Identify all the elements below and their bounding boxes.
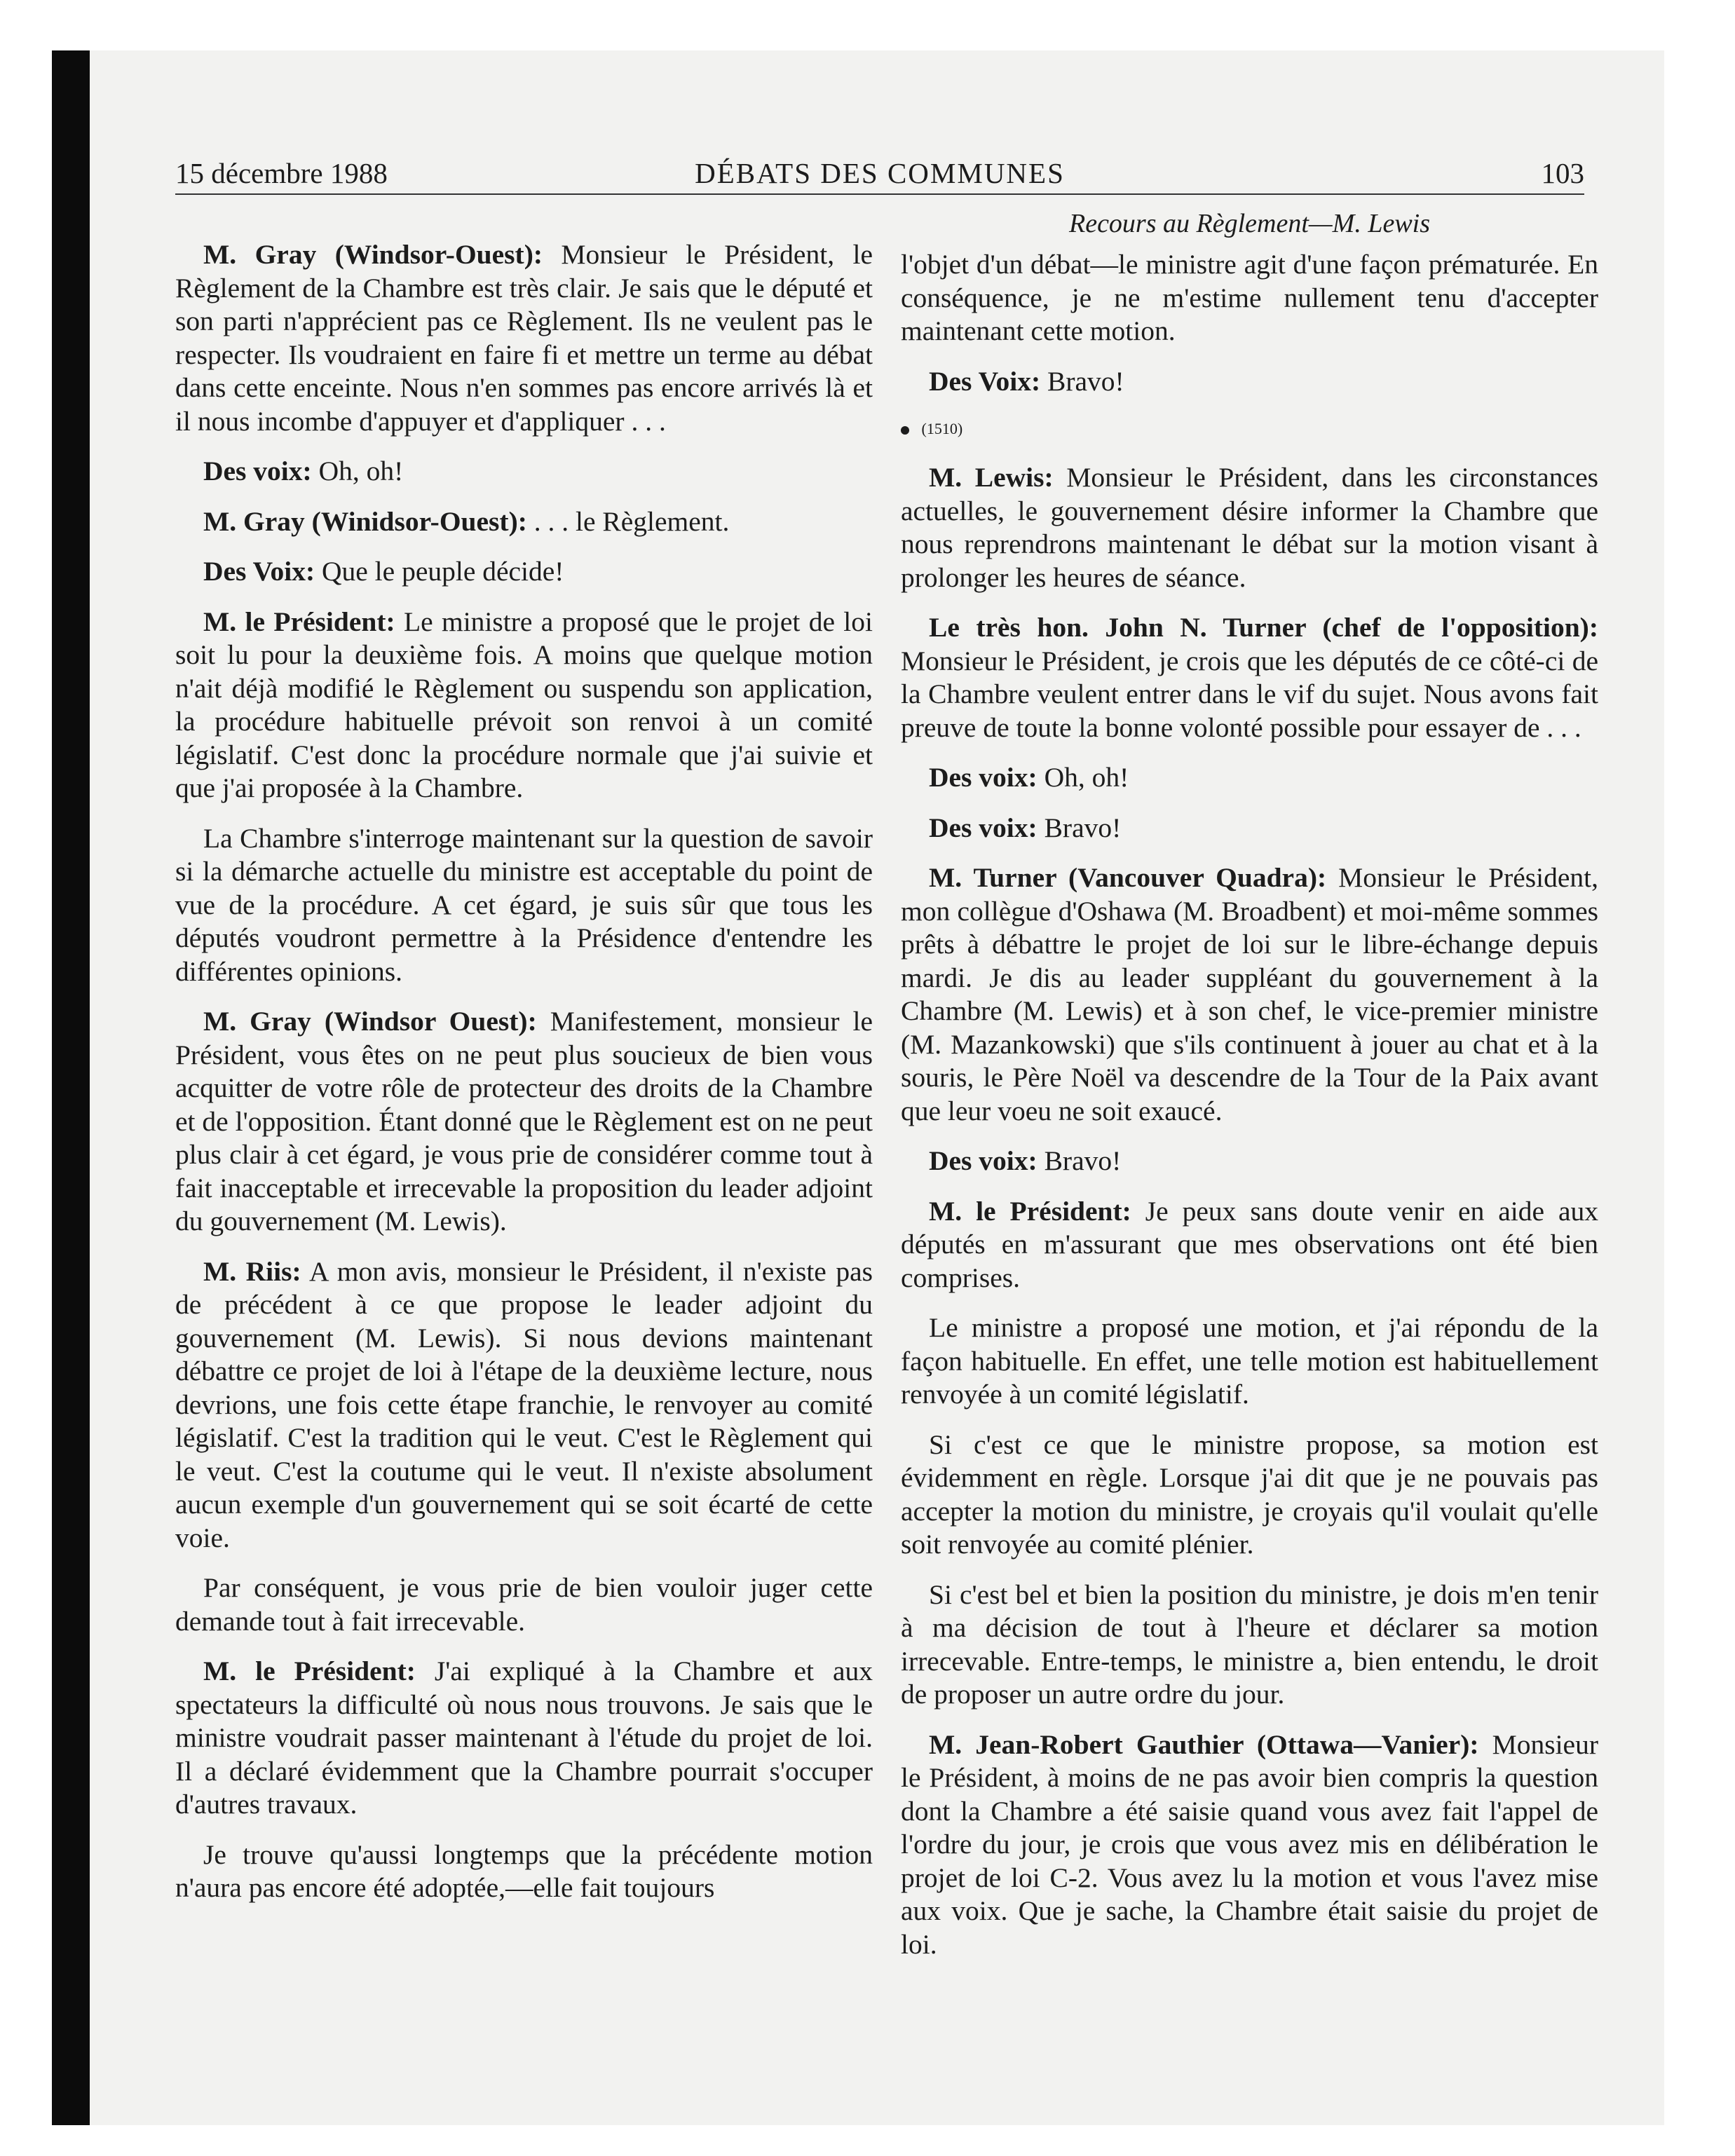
bullet-icon — [901, 426, 909, 435]
speaker-name: M. Turner (Vancouver Quadra): — [929, 862, 1327, 893]
paragraph-text: La Chambre s'interroge maintenant sur la question de savoir si la démarche actuelle du ministre est acceptable du point de vue de la procédure. A cet égard, je suis sûr que tous les députés voudront permettre à la Présidence d'entendre les différentes opinions. — [175, 822, 873, 987]
timestamp-label: (1510) — [921, 420, 963, 437]
paragraph — [175, 505, 873, 539]
paragraph — [901, 248, 1598, 348]
paragraph-text: Monsieur le Président, à moins de ne pas avoir bien compris la question dont la Chambre a été saisie quand vous avez fait l'appel de l'ordre du jour, je crois que vous avez mis en délibération le projet de loi C-2. Vous avez lu la motion et vous l'avez mise aux voix. Que je sache, la Chambre était saisie du projet de loi. — [901, 1728, 1598, 1960]
paragraph — [901, 1311, 1598, 1412]
right-column-part-2 — [901, 461, 1598, 1961]
paragraph — [175, 238, 873, 438]
paragraph — [901, 1195, 1598, 1295]
speaker-name: Des Voix: — [203, 556, 315, 587]
speaker-name: Des Voix: — [929, 365, 1041, 397]
speaker-name: Des voix: — [203, 456, 312, 486]
paragraph-text: Manifestement, monsieur le Président, vous êtes on ne peut plus soucieux de bien vous acquitter de votre rôle de protecteur des droits de la Chambre et de l'opposition. Étant donné que le Règlement est on ne peut plus clair à cet égard, je vous prie de considérer comme tout à fait inacceptable et irrecevable la proposition du leader adjoint du gouvernement (M. Lewis). — [175, 1006, 873, 1236]
paragraph-text: Par conséquent, je vous prie de bien vouloir juger cette demande tout à fait irrecevable. — [175, 1572, 873, 1637]
timestamp — [901, 415, 1598, 443]
speaker-name: M. Gray (Winidsor-Ouest): — [203, 505, 527, 537]
paragraph — [175, 455, 873, 489]
speaker-name: Des voix: — [929, 762, 1037, 793]
header-date: 15 décembre 1988 — [175, 157, 388, 189]
running-head: Recours au Règlement—M. Lewis — [1068, 209, 1431, 238]
paragraph — [175, 822, 873, 989]
speaker-name: M. Lewis: — [929, 462, 1054, 493]
speaker-name: M. Riis: — [203, 1255, 301, 1287]
paragraph-text: Oh, oh! — [1037, 762, 1129, 793]
scan-edge-bar — [52, 50, 90, 2125]
paragraph — [901, 861, 1598, 1128]
paragraph — [175, 1655, 873, 1822]
speaker-name: Des voix: — [929, 812, 1037, 843]
speaker-name: M. Gray (Windsor-Ouest): — [203, 239, 543, 270]
paragraph — [901, 611, 1598, 744]
paragraph-text: Que le peuple décide! — [315, 556, 564, 587]
paragraph-text: Je peux sans doute venir en aide aux députés en m'assurant que mes observations ont été bien comprises. — [901, 1195, 1598, 1293]
paragraph — [175, 1005, 873, 1239]
speaker-name: Des voix: — [929, 1145, 1037, 1176]
paragraph-text: Bravo! — [1040, 365, 1124, 397]
paragraph-text: A mon avis, monsieur le Président, il n'existe pas de précédent à ce que propose le leader adjoint du gouvernement (M. Lewis). Si nous devions maintenant débattre ce projet de loi à l'étape de la deuxième lecture, nous devrions, une fois cette étape franchie, le renvoyer au comité législatif. C'est la tradition qui le veut. C'est le Règlement qui le veut. C'est la coutume qui le veut. Il n'existe absolument aucun exemple d'un gouvernement qui se soit écarté de cette voie. — [175, 1255, 873, 1553]
paragraph-text: Monsieur le Président, le Règlement de la Chambre est très clair. Je sais que le député et son parti n'apprécient pas ce Règlement. Ils ne veulent pas le respecter. Ils voudraient en faire fi et mettre un terme au débat dans cette enceinte. Nous n'en sommes pas encore arrivés là et il nous incombe d'appuyer et d'appliquer . . . — [175, 239, 873, 437]
speaker-name: M. Jean-Robert Gauthier (Ottawa—Vanier): — [929, 1728, 1479, 1760]
paragraph-text: J'ai expliqué à la Chambre et aux spectateurs la difficulté où nous nous trouvons. Je sais que le ministre voudrait passer maintenant à l'étude du projet de loi. Il a déclaré évidemment que la Chambre pourrait s'occuper d'autres travaux. — [175, 1656, 873, 1820]
paragraph — [901, 461, 1598, 594]
right-column — [901, 248, 1598, 1978]
paragraph — [175, 555, 873, 589]
page-number: 103 — [1541, 157, 1584, 189]
paragraph — [175, 1571, 873, 1638]
page-header — [175, 153, 1584, 195]
paragraph-text: Monsieur le Président, mon collègue d'Oshawa (M. Broadbent) et moi-même sommes prêts à débattre le projet de loi sur le libre-échange depuis mardi. Je dis au leader suppléant du gouvernement à la Chambre (M. Lewis) et à son chef, le vice-premier ministre (M. Mazankowski) que s'ils continuent à jouer au chat et à la souris, le Père Noël va descendre de la Tour de la Paix avant que leur voeu ne soit exaucé. — [901, 862, 1598, 1126]
paragraph-text: . . . le Règlement. — [526, 505, 730, 537]
paragraph-text: Le ministre a proposé que le projet de loi soit lu pour la deuxième fois. A moins que quelque motion n'ait déjà modifié le Règlement ou suspendu son application, la procédure habituelle prévoit son renvoi à un comité législatif. C'est donc la procédure normale que j'ai suivie et que j'ai proposée à la Chambre. — [175, 606, 873, 803]
paragraph — [901, 1145, 1598, 1178]
speaker-name: M. le Président: — [203, 606, 395, 637]
speaker-name: Le très hon. John N. Turner (chef de l'opposition): — [929, 612, 1598, 643]
paragraph — [901, 761, 1598, 795]
paragraph-text: Monsieur le Président, dans les circonstances actuelles, le gouvernement désire informer la Chambre que nous reprendrons maintenant le débat sur la motion visant à prolonger les heures de séance. — [901, 462, 1598, 593]
paragraph — [901, 1728, 1598, 1962]
paragraph-text: Je trouve qu'aussi longtemps que la précédente motion n'aura pas encore été adoptée,—elle fait toujours — [175, 1838, 873, 1903]
paragraph-text: Bravo! — [1037, 1145, 1122, 1176]
paragraph — [901, 365, 1598, 399]
header-title: DÉBATS DES COMMUNES — [695, 157, 1065, 189]
paragraph-text: l'objet d'un débat—le ministre agit d'une façon prématurée. En conséquence, je ne m'estime nullement tenu d'accepter maintenant cette motion. — [901, 249, 1598, 346]
paragraph-text: Si c'est ce que le ministre propose, sa motion est évidemment en règle. Lorsque j'ai dit que je ne pouvais pas accepter la motion du ministre, je croyais qu'il voulait qu'elle soit renvoyée au comité plénier. — [901, 1428, 1598, 1560]
paragraph — [175, 1838, 873, 1905]
paragraph — [901, 1578, 1598, 1712]
paragraph — [175, 606, 873, 805]
paragraph — [175, 1255, 873, 1555]
paragraph-text: Bravo! — [1037, 812, 1122, 843]
paragraph — [901, 812, 1598, 845]
left-column — [175, 238, 873, 1922]
speaker-name: M. le Président: — [203, 1656, 416, 1686]
speaker-name: M. Gray (Windsor Ouest): — [203, 1006, 537, 1037]
paragraph-text: Oh, oh! — [311, 456, 404, 486]
paragraph-text: Monsieur le Président, je crois que les députés de ce côté-ci de la Chambre veulent entrer dans le vif du sujet. Nous avons fait preuve de toute la bonne volonté possible pour essayer de . . . — [901, 645, 1598, 743]
speaker-name: M. le Président: — [929, 1195, 1131, 1227]
paragraph-text: Le ministre a proposé une motion, et j'ai répondu de la façon habituelle. En effet, une telle motion est habituellement renvoyée à un comité législatif. — [901, 1312, 1598, 1410]
paragraph-text: Si c'est bel et bien la position du ministre, je dois m'en tenir à ma décision de tout à l'heure et déclarer sa motion irrecevable. Entre-temps, le ministre a, bien entendu, le droit de proposer un autre ordre du jour. — [901, 1578, 1598, 1710]
right-column-part-1 — [901, 248, 1598, 398]
paragraph — [901, 1428, 1598, 1562]
